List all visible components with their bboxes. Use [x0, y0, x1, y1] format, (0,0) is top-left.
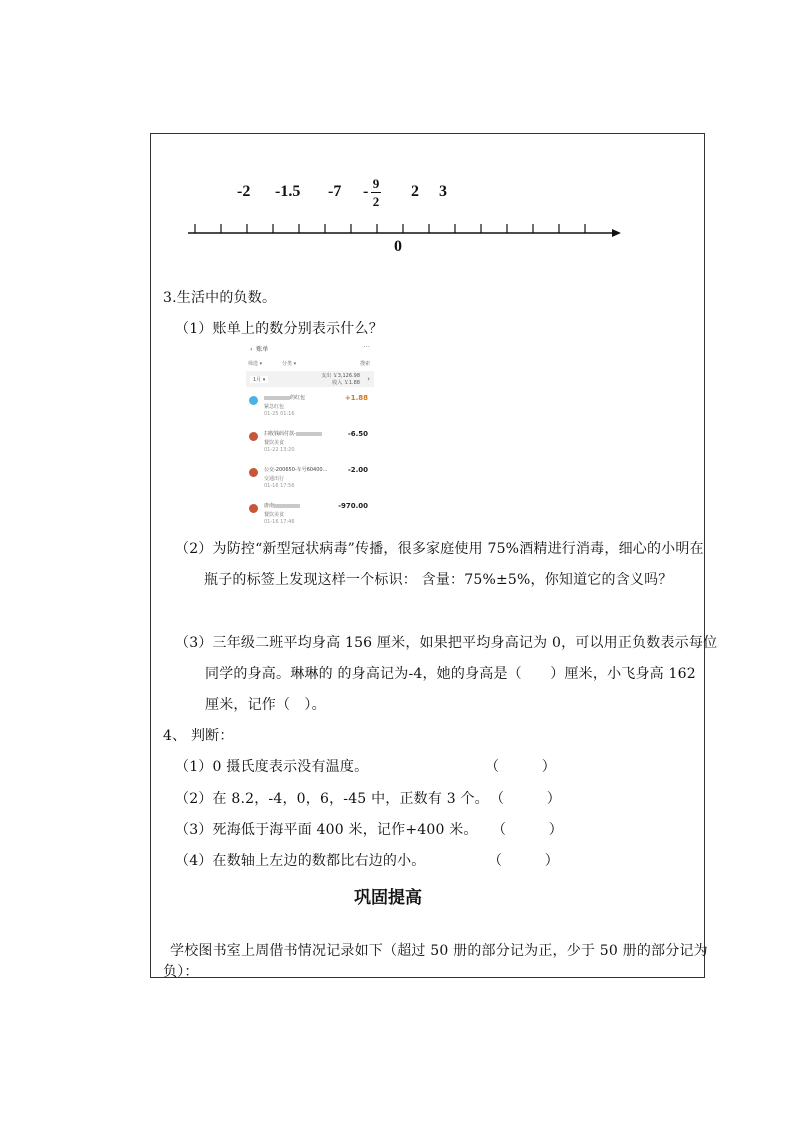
month-expense: 支出 ￥3,126.98 [321, 373, 360, 379]
bus-icon [249, 468, 258, 477]
number-label: 2 [411, 183, 419, 200]
bill-row [246, 392, 374, 422]
month-income: 收入 ￥1.88 [332, 380, 360, 386]
judge-item: （3）死海低于海平面 400 米，记作+400 米。 [175, 822, 478, 838]
bill-title: ‹ 账单 [250, 346, 269, 353]
number-label: -1.5 [275, 183, 301, 200]
fraction-bar [371, 192, 381, 193]
bill-row-name: 扫收钱码付款- [264, 430, 322, 437]
number-label-minus: - [363, 183, 369, 200]
month-bar [246, 371, 374, 387]
bill-row-category: 餐饮美食 [264, 512, 285, 518]
red-packet-icon [249, 396, 258, 405]
consolidate-paragraph-line1: 学校图书室上周借书情况记录如下（超过 50 册的部分记为正，少于 50 册的部分记为 [170, 943, 708, 959]
bill-row-name: 唐南 [264, 502, 300, 509]
number-line [180, 218, 625, 240]
bill-row-amount: -2.00 [347, 466, 368, 474]
question-2-line1: （2）为防控“新型冠状病毒”传播，很多家庭使用 75%酒精进行消毒，细心的小明在 [175, 541, 704, 557]
bill-screenshot [244, 340, 376, 528]
bill-row [246, 464, 374, 494]
bill-row [246, 428, 374, 458]
bill-row-category: 餐饮美食 [264, 440, 285, 446]
filter-item: 筛选 ▾ [248, 361, 263, 367]
fraction-label [371, 177, 381, 208]
filter-item: 搜索 [359, 361, 370, 367]
judge-item: （1）0 摄氏度表示没有温度。 [175, 759, 369, 775]
food-icon [249, 504, 258, 513]
bill-row-date: 01-16 17:46 [264, 519, 295, 525]
judge-blank: （ ） [492, 822, 563, 838]
judge-blank: （ ） [485, 759, 556, 775]
number-label: 3 [439, 183, 447, 200]
judge-item: （2）在 8.2，-4，0，6，-45 中，正数有 3 个。 [175, 791, 489, 807]
bill-row-date: 01-25 01:16 [264, 411, 295, 417]
number-label: -2 [237, 183, 251, 200]
judge-blank: （ ） [488, 853, 559, 869]
section-4-title: 4、 判断： [163, 728, 234, 744]
question-3-line1: （3）三年级二班平均身高 156 厘米，如果把平均身高记为 0，可以用正负数表示每位 [175, 635, 718, 651]
number-label: -7 [328, 183, 342, 200]
more-icon: ··· [363, 343, 370, 351]
section-title: 3.生活中的负数。 [163, 290, 277, 306]
bill-row-date: 01-16 17:56 [264, 483, 295, 489]
bill-row-name: 的红包 [264, 394, 305, 401]
fraction-numerator: 9 [372, 176, 380, 191]
fraction-denominator: 2 [372, 194, 380, 209]
question-2-line2: 瓶子的标签上发现这样一个标识： 含量：75%±5%，你知道它的含义吗？ [204, 572, 673, 588]
bill-row [246, 500, 374, 528]
bill-row-amount: -6.50 [347, 430, 368, 438]
chevron-right-icon: › [367, 375, 370, 383]
number-line-arrow [612, 229, 621, 237]
consolidate-paragraph-line2: 负）： [163, 964, 199, 980]
bill-row-date: 01-22 13:20 [264, 447, 295, 453]
bill-row-amount: -970.00 [338, 502, 368, 510]
question-1: （1）账单上的数分别表示什么？ [175, 321, 383, 337]
origin-label: 0 [394, 238, 402, 255]
bill-row-category: 交通出行 [264, 476, 285, 482]
bill-row-amount: +1.88 [344, 394, 368, 402]
judge-item: （4）在数轴上左边的数都比右边的小。 [175, 853, 426, 869]
bill-row-category: 紧急红包 [264, 404, 285, 410]
food-icon [249, 432, 258, 441]
month-select: 1月 ▾ [250, 376, 268, 383]
bill-row-name: 公交-200650-车号60400... [264, 467, 328, 473]
number-line-ticks [195, 224, 585, 233]
question-3-line3: 厘米，记作（ ）。 [205, 697, 326, 713]
question-3-line2: 同学的身高。琳琳的 的身高记为-4，她的身高是（ ）厘米，小飞身高 162 [205, 666, 696, 682]
consolidate-heading: 巩固提高 [354, 888, 422, 908]
judge-blank: （ ） [490, 791, 561, 807]
filter-item: 分类 ▾ [282, 361, 297, 367]
